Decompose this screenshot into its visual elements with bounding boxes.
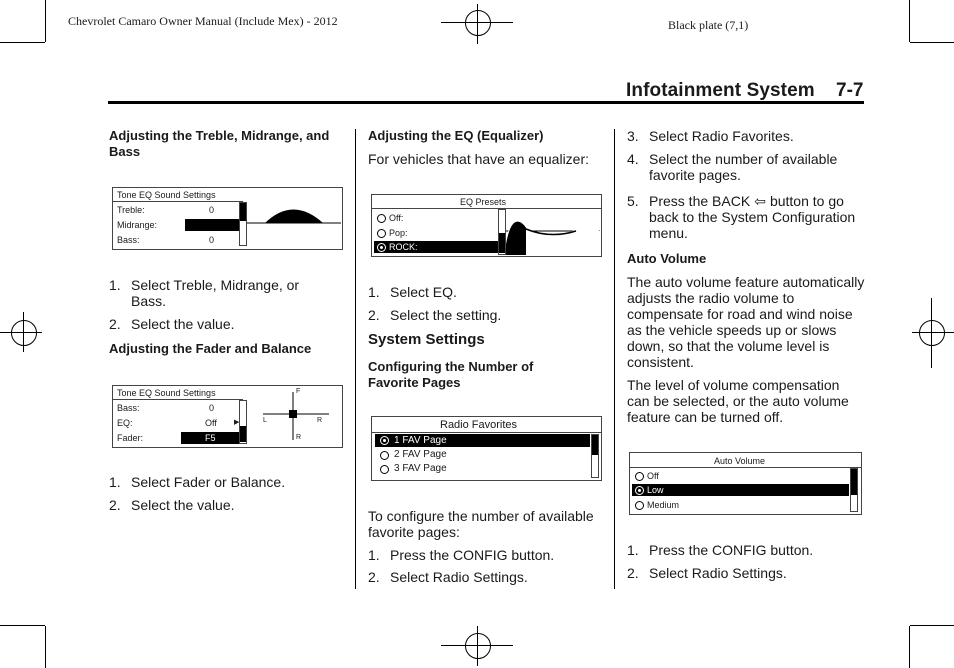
crop-mark [910,625,954,626]
screen-title: Radio Favorites [440,419,518,431]
auto-volume-paragraph-2: The level of volume compensation can be selected, or the auto volume feature can be turned off. [627,377,849,425]
fader-row-value: Off [205,418,217,428]
list-number: 1. [109,474,121,490]
list-text: Select the value. [131,316,235,332]
list-number: 1. [109,277,121,293]
list-text: Select Radio Settings. [649,565,787,581]
list-text [649,193,861,241]
screen-title: Tone EQ Sound Settings [117,388,216,398]
fader-row-label: EQ: [117,418,133,428]
radio-icon [380,465,389,474]
heading-system-settings: System Settings [368,331,485,348]
list-number: 1. [627,542,639,558]
fader-row-value: F5 [205,433,216,443]
screen-title: Auto Volume [714,456,766,466]
header-right: Black plate (7,1) [668,18,749,32]
list-number: 2. [109,497,121,513]
fader-row-label: Fader: [117,433,144,443]
registration-circle [11,320,37,346]
crop-mark [909,0,910,42]
eq-intro: For vehicles that have an equalizer: [368,151,590,167]
crop-mark [0,625,45,626]
fav-option: 1 FAV Page [394,435,447,446]
list-number: 5. [627,193,639,209]
crop-mark [0,42,45,43]
list-text: Select Fader or Balance. [131,474,286,490]
list-number: 1. [368,547,380,563]
heading-favorites: Configuring the Number of Favorite Pages [368,359,534,390]
compass-rear: R [296,434,302,441]
radio-icon [380,451,389,460]
registration-circle [465,10,491,36]
list-text: Select the setting. [390,307,502,323]
radio-icon [377,214,386,223]
eq-option: ROCK: [389,242,418,252]
list-text: Select the value. [131,497,235,513]
list-number: 2. [368,569,380,585]
radio-selected-icon [635,486,644,495]
eq-curve-graphic [247,202,341,248]
screen-divider [113,201,243,202]
eq-option: Pop: [389,228,408,238]
list-number: 2. [109,316,121,332]
eq-presets-screen [371,194,602,257]
scrollbar-thumb [240,203,246,221]
list-number: 2. [627,565,639,581]
list-text: Select Treble, Midrange, or Bass. [131,277,300,309]
list-number: 2. [368,307,380,323]
registration-circle [465,633,491,659]
av-option: Low [647,485,664,495]
compass-front: F [296,388,301,395]
crop-mark [909,626,910,668]
fader-row-value: 0 [209,403,215,413]
heading-eq: Adjusting the EQ (Equalizer) [368,128,544,143]
screen-divider [372,432,601,433]
page-number: 7-7 [836,80,864,101]
fader-row-label: Bass: [117,403,140,413]
highlight-bar [632,484,849,496]
list-number: 4. [627,151,639,167]
header-left: Chevrolet Camaro Owner Manual (Include Mex) - 2012 [68,14,338,28]
fav-option: 2 FAV Page [394,449,447,460]
list-text: Press the CONFIG button. [390,547,555,563]
fav-option: 3 FAV Page [394,463,447,474]
list-text: Select EQ. [390,284,457,300]
radio-selected-icon [377,243,386,252]
radio-selected-icon [380,436,389,445]
heading-fader: Adjusting the Fader and Balance [109,341,312,356]
list-text: Press the CONFIG button. [649,542,814,558]
av-option: Off [647,471,659,481]
eq-curve-graphic [506,209,600,255]
arrow-right-icon: ▶ [234,419,240,426]
tone-row-label: Treble: [117,205,145,215]
eq-option: Off: [389,213,404,223]
favorites-paragraph: To configure the number of available favorite pages: [368,508,594,540]
fader-screen [112,385,343,448]
scrollbar-thumb [499,233,505,253]
screen-title: EQ Presets [460,197,507,207]
radio-icon [377,229,386,238]
radio-icon [635,472,644,481]
auto-volume-screen [629,452,862,515]
list-text-a: Press the BACK [649,193,751,209]
compass-right: R [317,417,323,424]
scrollbar-thumb [592,435,598,455]
section-rule [108,101,864,104]
registration-circle [919,320,945,346]
tone-row-label: Midrange: [117,220,158,230]
list-text-b: button to go back to the System Configuration menu. [649,193,856,241]
crop-mark [45,0,46,42]
crop-mark [910,42,954,43]
scrollbar-thumb [240,426,246,442]
list-text: Select Radio Settings. [390,569,528,585]
tone-row-value: 0 [209,205,215,215]
column-divider [614,129,615,589]
radio-favorites-screen [371,416,602,481]
section-title: Infotainment System [626,80,815,101]
tone-row-value: 0 [209,235,215,245]
screen-divider [630,467,861,468]
screen-title: Tone EQ Sound Settings [117,190,216,200]
scrollbar-thumb [851,469,857,495]
av-option: Medium [647,500,680,510]
highlight-bar [185,219,240,231]
radio-icon [635,501,644,510]
auto-volume-paragraph-1: The auto volume feature automatically adjusts the radio volume to compensate for road and wind noise as the vehicle speeds up or slows down, so that the volume level is consistent. [627,274,865,370]
list-number: 3. [627,128,639,144]
heading-auto-volume: Auto Volume [627,251,707,266]
list-text: Select the number of available favorite pages. [649,151,838,183]
back-arrow-icon: ⇦ [754,193,766,209]
list-text: Select Radio Favorites. [649,128,794,144]
screen-divider [113,399,243,400]
tone-eq-screen [112,187,343,250]
crop-mark [45,626,46,668]
compass-left: L [263,417,267,424]
list-number: 1. [368,284,380,300]
column-divider [355,129,356,589]
tone-row-label: Bass: [117,235,140,245]
heading-treble: Adjusting the Treble, Midrange, and Bass [109,128,330,159]
